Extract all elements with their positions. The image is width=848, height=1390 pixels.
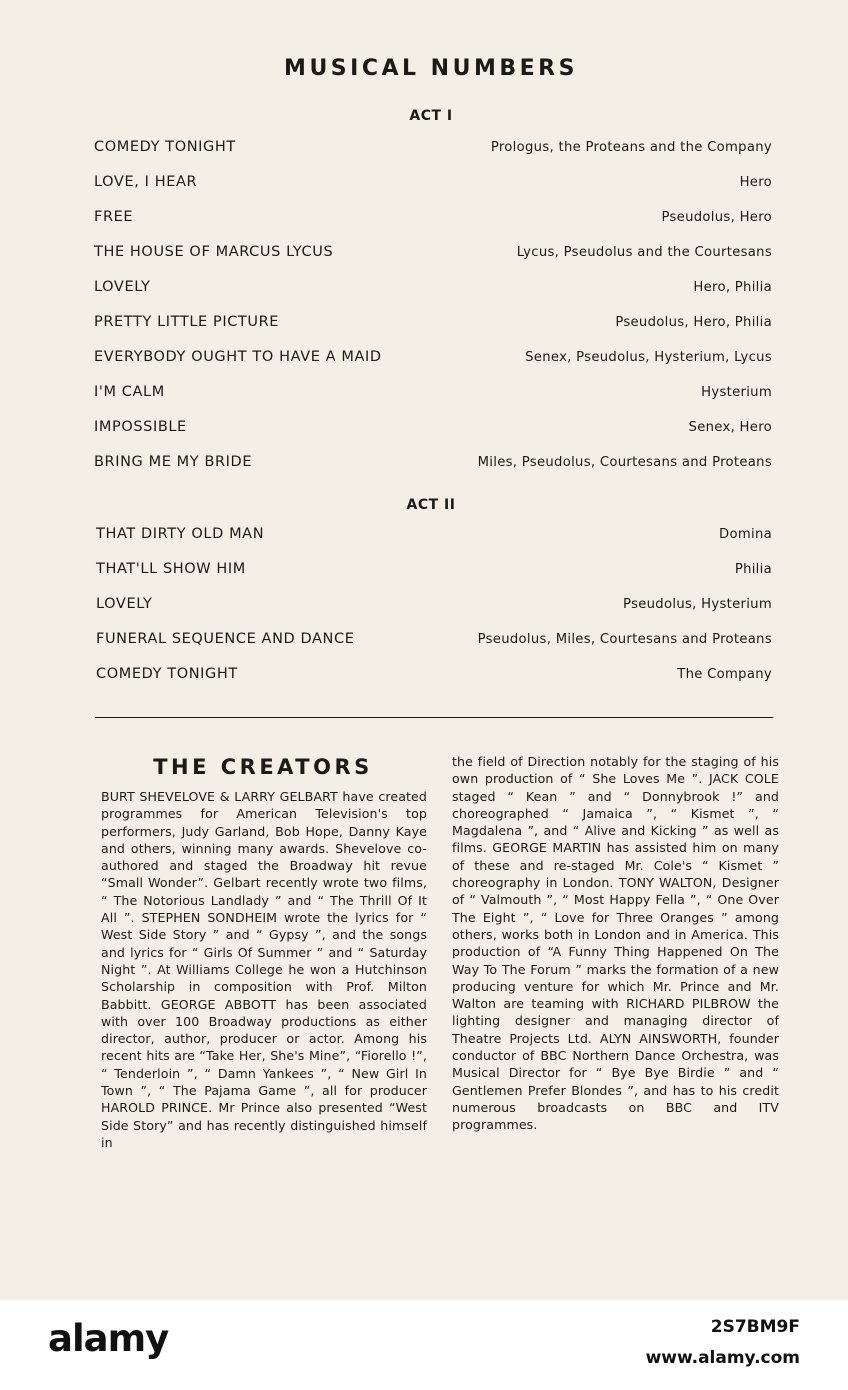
musical-number-row: [94, 244, 772, 266]
song-title: I'M CALM: [94, 384, 165, 400]
image-id: 2S7BM9F: [710, 1317, 800, 1337]
song-title: LOVELY: [96, 596, 153, 612]
musical-number-row: [96, 666, 772, 688]
creators-heading: THE CREATORS: [153, 755, 373, 779]
song-title: COMEDY TONIGHT: [94, 139, 236, 155]
musical-number-row: [94, 384, 772, 406]
song-title: COMEDY TONIGHT: [96, 666, 238, 682]
song-title: LOVELY: [94, 279, 151, 295]
act-2-heading: ACT II: [406, 497, 456, 513]
musical-number-row: [96, 596, 772, 618]
song-cast: Hero: [739, 175, 772, 190]
song-title: PRETTY LITTLE PICTURE: [94, 314, 280, 330]
musical-number-row: [94, 209, 772, 231]
creators-text-right-column: [452, 753, 779, 1134]
song-title: FUNERAL SEQUENCE AND DANCE: [96, 631, 355, 647]
song-title: THE HOUSE OF MARCUS LYCUS: [94, 244, 334, 260]
song-cast: Hero, Philia: [693, 280, 772, 295]
musical-number-row: [96, 561, 772, 583]
musical-number-row: [94, 454, 772, 476]
song-cast: Philia: [734, 562, 772, 577]
song-cast: Pseudolus, Hero, Philia: [615, 315, 772, 330]
page-title: MUSICAL NUMBERS: [284, 56, 578, 81]
musical-number-row: [96, 631, 772, 653]
musical-number-row: [94, 139, 772, 161]
musical-number-row: [94, 349, 772, 371]
musical-number-row: [94, 279, 772, 301]
musical-number-row: [94, 174, 772, 196]
song-title: LOVE, I HEAR: [94, 174, 198, 190]
song-cast: Senex, Pseudolus, Hysterium, Lycus: [525, 350, 772, 365]
song-cast: Pseudolus, Hero: [661, 210, 772, 225]
song-title: BRING ME MY BRIDE: [94, 454, 253, 470]
song-cast: Senex, Hero: [688, 420, 772, 435]
song-title: IMPOSSIBLE: [94, 419, 187, 435]
song-title: THAT'LL SHOW HIM: [96, 561, 246, 577]
creators-paragraph: the field of Direction notably for the staging of his own production of “ She Loves Me ”. JACK COLE staged “ Kean ” and “ Donnybrook !” and choreographed “ Jamaica ”, “ Kismet ”, “ Magdalena ”, and “ Alive and Kicking ” as well as films. GEORGE MARTIN has assisted him on many of these and re-staged Mr. Cole's “ Kismet ” choreography in London. TONY WALTON, Designer of “ Valmouth ”, “ Most Happy Fella ”, “ One Over The Eight ”, “ Love for Three Oranges ” among others, works both in London and in America. This production of “A Funny Thing Happened On The Way To The Forum ” marks the formation of a new producing venture for which Mr. Prince and Mr. Walton are teaming with RICHARD PILBROW the lighting designer and managing director of Theatre Projects Ltd. ALYN AINSWORTH, founder conductor of BBC Northern Dance Orchestra, was Musical Director for “ Bye Bye Birdie ” and “ Gentlemen Prefer Blondes ”, and has to his credit numerous broadcasts on BBC and ITV programmes.: [452, 754, 779, 1133]
alamy-logo: alamy: [48, 1317, 169, 1360]
song-cast: Lycus, Pseudolus and the Courtesans: [516, 245, 772, 260]
musical-number-row: [94, 314, 772, 336]
act-1-heading: ACT I: [409, 108, 453, 124]
song-title: FREE: [94, 209, 134, 225]
musical-number-row: [94, 419, 772, 441]
song-title: THAT DIRTY OLD MAN: [96, 526, 265, 542]
musical-number-row: [96, 526, 772, 548]
creators-text-left-column: [101, 788, 427, 1151]
song-cast: Miles, Pseudolus, Courtesans and Proteans: [477, 455, 772, 470]
song-cast: Pseudolus, Miles, Courtesans and Proteans: [477, 632, 772, 647]
song-cast: The Company: [677, 667, 772, 682]
song-cast: Pseudolus, Hysterium: [623, 597, 772, 612]
song-cast: Domina: [719, 527, 772, 542]
song-cast: Hysterium: [701, 385, 772, 400]
section-divider: [95, 717, 773, 718]
watermark-url: www.alamy.com: [645, 1348, 800, 1368]
creators-paragraph: BURT SHEVELOVE & LARRY GELBART have created programmes for American Television's top performers, Judy Garland, Bob Hope, Danny Kaye and others, winning many awards. Shevelove co-authored and staged the Broadway hit revue “Small Wonder”. Gelbart recently wrote two films, “ The Notorious Landlady ” and “ The Thrill Of It All ”. STEPHEN SONDHEIM wrote the lyrics for “ West Side Story ” and “ Gypsy ”, and the songs and lyrics for “ Girls Of Summer ” and “ Saturday Night ”. At Williams College he won a Hutchinson Scholarship in composition with Prof. Milton Babbitt. GEORGE ABBOTT has been associated with over 100 Broadway productions as either director, author, producer or actor. Among his recent hits are “Take Her, She's Mine”, “Fiorello !”, “ Tenderloin ”, “ Damn Yankees ”, “ New Girl In Town ”, “ The Pajama Game ”, all for producer HAROLD PRINCE. Mr Prince also presented “West Side Story” and has recently distinguished himself in: [101, 789, 427, 1150]
song-title: EVERYBODY OUGHT TO HAVE A MAID: [94, 349, 382, 365]
song-cast: Prologus, the Proteans and the Company: [490, 140, 772, 155]
